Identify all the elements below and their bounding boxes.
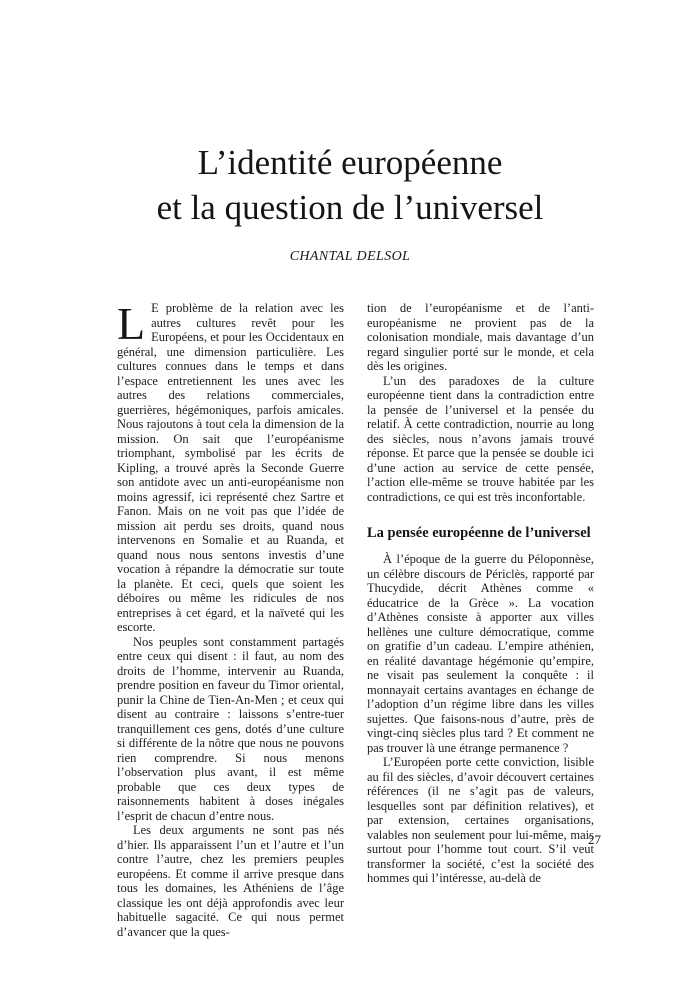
page-number: 27 xyxy=(588,832,601,847)
paragraph xyxy=(117,298,344,635)
author-name: CHANTAL DELSOL xyxy=(289,249,411,264)
article-title xyxy=(0,140,700,230)
paragraph: tion de l’européanisme et de l’anti-européanisme ne provient pas de la colonisation mondiale, mais davantage d’un regard singulier porté sur le monde, et cela dès les origines. xyxy=(367,301,594,373)
left-column xyxy=(117,298,344,939)
paragraph: L’un des paradoxes de la culture européenne tient dans la contradiction entre la pensée de l’universel et la pensée du relatif. À cette contradiction, nourrie au long des siècles, nous n’avons jamais trouvé réponse. Et parce que la pensée se double ici d’une action au service de cette pensée, l’action elle-même se trouve habitée par les contradictions, ce qui est très inconfortable. xyxy=(367,373,594,504)
paragraph: Les deux arguments ne sont pas nés d’hier. Ils apparaissent l’un et l’autre et l’un contre l’autre, chez les premiers peuples européens. Et comme il arrive presque dans tous les domaines, les Athéniens de l’âge classique les ont déjà approfondis avec leur habituelle sagacité. Ce qui nous permet d’avancer que la ques- xyxy=(117,823,344,939)
paragraph: L’Européen porte cette conviction, lisible au fil des siècles, d’avoir découvert certaines références (il ne s’agit pas de valeurs, lesquelles sont par définition relatives), et par extension, certaines organisations, valables non seulement pour lui-même, mais surtout pour l’homme tout court. S’il veut transformer la société, c’est la société des hommes qui l’intéresse, au-delà de xyxy=(367,755,594,885)
paragraph: Nos peuples sont constamment partagés entre ceux qui disent : il faut, au nom des droits de l’homme, intervenir au Ruanda, prendre position en faveur du Timor oriental, punir la Chine de Tien-An-Men ; et ceux qui disent au contraire : laissons s’entre-tuer tranquillement ces gens, dotés d’une culture si différente de la nôtre que nous ne pouvons rien comprendre. Si nous menons l’observation plus avant, il est même probable que ces deux types de raisonnements habitent à doses inégales l’esprit de chacun d’entre nous. xyxy=(117,634,344,823)
section-heading: La pensée européenne de l’universel xyxy=(367,525,591,541)
paragraph-text: E problème de la relation avec les autres cultures revêt pour les Européens, et pour les Occidentaux en général, une dimension particulière. Les cultures connues dans le temps et dans l’espace entretiennent les unes avec les autres des relations commerciales, guerrières, hégémoniques, parfois amicales. Nous rajoutons à tout cela la dimension de la mission. On sait que l’européanisme triomphant, symbolisé par les écrits de Kipling, a trouvé après la Seconde Guerre son antidote avec un anti-européanisme non moins agressif, ici représenté chez Sartre et Fanon. Mais on ne voit pas que l’idée de mission ait perdu ses droits, quand nous intervenons en Somalie et au Ruanda, et quand nous nous sentons investis d’une vocation à répandre la démocratie sur toute la planète. Et ceci, quels que soient les déboires ou même les ridicules de nos entreprises à cet égard, et la naïveté qui les escorte. xyxy=(117,301,344,634)
right-column xyxy=(367,301,594,886)
title-line-2: et la question de l’universel xyxy=(156,188,544,227)
drop-cap: L xyxy=(117,298,146,349)
title-line-1: L’identité européenne xyxy=(197,143,503,182)
paragraph: À l’époque de la guerre du Péloponnèse, un célèbre discours de Périclès, rapporté par Thucydide, décrit Athènes comme « éducatrice de la Grèce ». La vocation d’Athènes consiste à apporter aux villes hellènes une culture démocratique, comme on gratifie d’un cadeau. L’empire athénien, en réalité davantage hégémonie qu’empire, ne visait pas seulement la conquête : il monnayait certains avantages en échange de l’adoption d’un régime libre dans les villes sujettes. Que faisons-nous d’autre, près de vingt-cinq siècles plus tard ? Et comment ne pas trouver là une étrange permanence ? xyxy=(367,552,594,755)
